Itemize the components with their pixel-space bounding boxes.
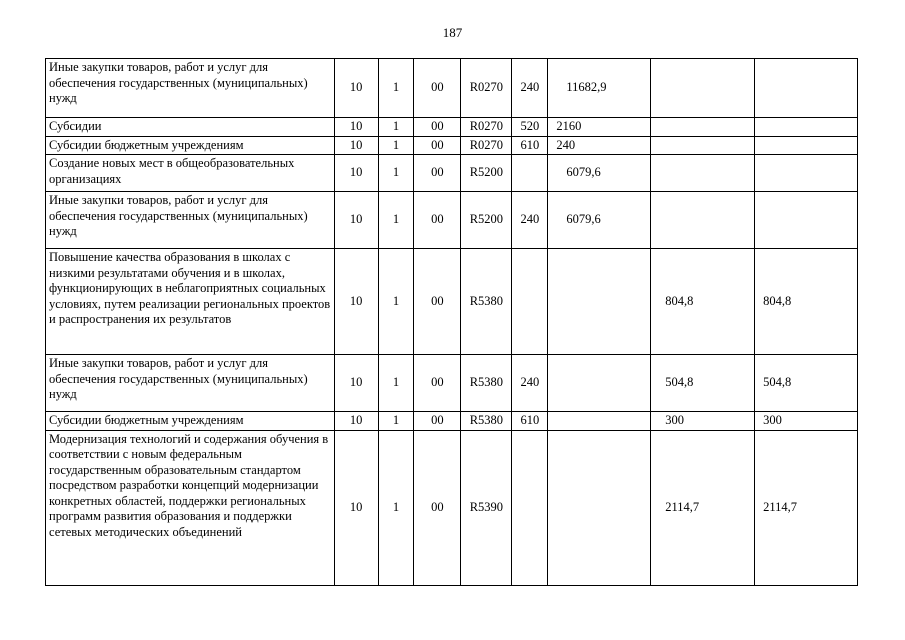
amount-year-2 — [651, 136, 755, 155]
expense-type-code — [512, 249, 548, 355]
table-row — [46, 192, 858, 249]
amount-year-3 — [755, 155, 858, 192]
amount-year-1 — [548, 355, 651, 412]
amount-year-3: 804,8 — [755, 249, 858, 355]
amount-year-3 — [755, 118, 858, 137]
amount-year-1 — [548, 412, 651, 431]
amount-year-2: 504,8 — [651, 355, 755, 412]
program-code: 00 — [414, 412, 461, 431]
subsection-code: 1 — [378, 412, 414, 431]
amount-year-1: 2160 — [548, 118, 651, 137]
target-article-code: R5390 — [461, 430, 512, 585]
target-article-code: R0270 — [461, 118, 512, 137]
target-article-code: R5380 — [461, 249, 512, 355]
table-row — [46, 136, 858, 155]
row-description: Создание новых мест в общеобразовательных организациях — [46, 155, 335, 192]
section-code: 10 — [334, 155, 378, 192]
program-code: 00 — [414, 355, 461, 412]
amount-year-1: 11682,9 — [548, 59, 651, 118]
target-article-code: R5200 — [461, 192, 512, 249]
amount-year-3: 300 — [755, 412, 858, 431]
amount-year-1: 240 — [548, 136, 651, 155]
table-row — [46, 430, 858, 585]
amount-year-2: 2114,7 — [651, 430, 755, 585]
target-article-code: R0270 — [461, 59, 512, 118]
table-row — [46, 118, 858, 137]
expense-type-code: 240 — [512, 192, 548, 249]
expense-type-code: 610 — [512, 412, 548, 431]
row-description: Повышение качества образования в школах с низкими результатами обучения и в школах, функционирующих в неблагоприятных социальных условиях, путем реализации региональных проектов и распространения их результатов — [46, 249, 335, 355]
section-code: 10 — [334, 249, 378, 355]
amount-year-3: 504,8 — [755, 355, 858, 412]
table-row — [46, 59, 858, 118]
expense-type-code: 520 — [512, 118, 548, 137]
page-number: 187 — [442, 25, 463, 40]
table-row — [46, 412, 858, 431]
row-description: Иные закупки товаров, работ и услуг для обеспечения государственных (муниципальных) нужд — [46, 355, 335, 412]
amount-year-2 — [651, 192, 755, 249]
section-code: 10 — [334, 412, 378, 431]
section-code: 10 — [334, 118, 378, 137]
budget-table — [45, 58, 858, 586]
expense-type-code: 240 — [512, 59, 548, 118]
expense-type-code — [512, 155, 548, 192]
subsection-code: 1 — [378, 118, 414, 137]
amount-year-1: 6079,6 — [548, 155, 651, 192]
row-description: Субсидии — [46, 118, 335, 137]
row-description: Модернизация технологий и содержания обучения в соответствии с новым федеральным государственным образовательным стандартом посредством разработки концепций модернизации конкретных областей, поддержки региональных программ развития образования и поддержки сетевых методических объединений — [46, 430, 335, 585]
expense-type-code — [512, 430, 548, 585]
subsection-code: 1 — [378, 355, 414, 412]
table-row — [46, 249, 858, 355]
row-description: Субсидии бюджетным учреждениям — [46, 136, 335, 155]
program-code: 00 — [414, 249, 461, 355]
amount-year-1 — [548, 249, 651, 355]
amount-year-2 — [651, 155, 755, 192]
amount-year-2 — [651, 59, 755, 118]
amount-year-3: 2114,7 — [755, 430, 858, 585]
program-code: 00 — [414, 136, 461, 155]
target-article-code: R5380 — [461, 355, 512, 412]
amount-year-2: 300 — [651, 412, 755, 431]
amount-year-2: 804,8 — [651, 249, 755, 355]
subsection-code: 1 — [378, 430, 414, 585]
subsection-code: 1 — [378, 249, 414, 355]
section-code: 10 — [334, 136, 378, 155]
target-article-code: R0270 — [461, 136, 512, 155]
row-description: Иные закупки товаров, работ и услуг для обеспечения государственных (муниципальных) нужд — [46, 192, 335, 249]
subsection-code: 1 — [378, 155, 414, 192]
amount-year-3 — [755, 136, 858, 155]
section-code: 10 — [334, 355, 378, 412]
program-code: 00 — [414, 59, 461, 118]
program-code: 00 — [414, 430, 461, 585]
section-code: 10 — [334, 59, 378, 118]
amount-year-1 — [548, 430, 651, 585]
expense-type-code: 610 — [512, 136, 548, 155]
row-description: Субсидии бюджетным учреждениям — [46, 412, 335, 431]
row-description: Иные закупки товаров, работ и услуг для обеспечения государственных (муниципальных) нужд — [46, 59, 335, 118]
program-code: 00 — [414, 192, 461, 249]
subsection-code: 1 — [378, 192, 414, 249]
section-code: 10 — [334, 430, 378, 585]
target-article-code: R5200 — [461, 155, 512, 192]
target-article-code: R5380 — [461, 412, 512, 431]
program-code: 00 — [414, 155, 461, 192]
table-row — [46, 155, 858, 192]
amount-year-2 — [651, 118, 755, 137]
program-code: 00 — [414, 118, 461, 137]
amount-year-3 — [755, 59, 858, 118]
amount-year-3 — [755, 192, 858, 249]
section-code: 10 — [334, 192, 378, 249]
subsection-code: 1 — [378, 59, 414, 118]
subsection-code: 1 — [378, 136, 414, 155]
expense-type-code: 240 — [512, 355, 548, 412]
amount-year-1: 6079,6 — [548, 192, 651, 249]
table-row — [46, 355, 858, 412]
